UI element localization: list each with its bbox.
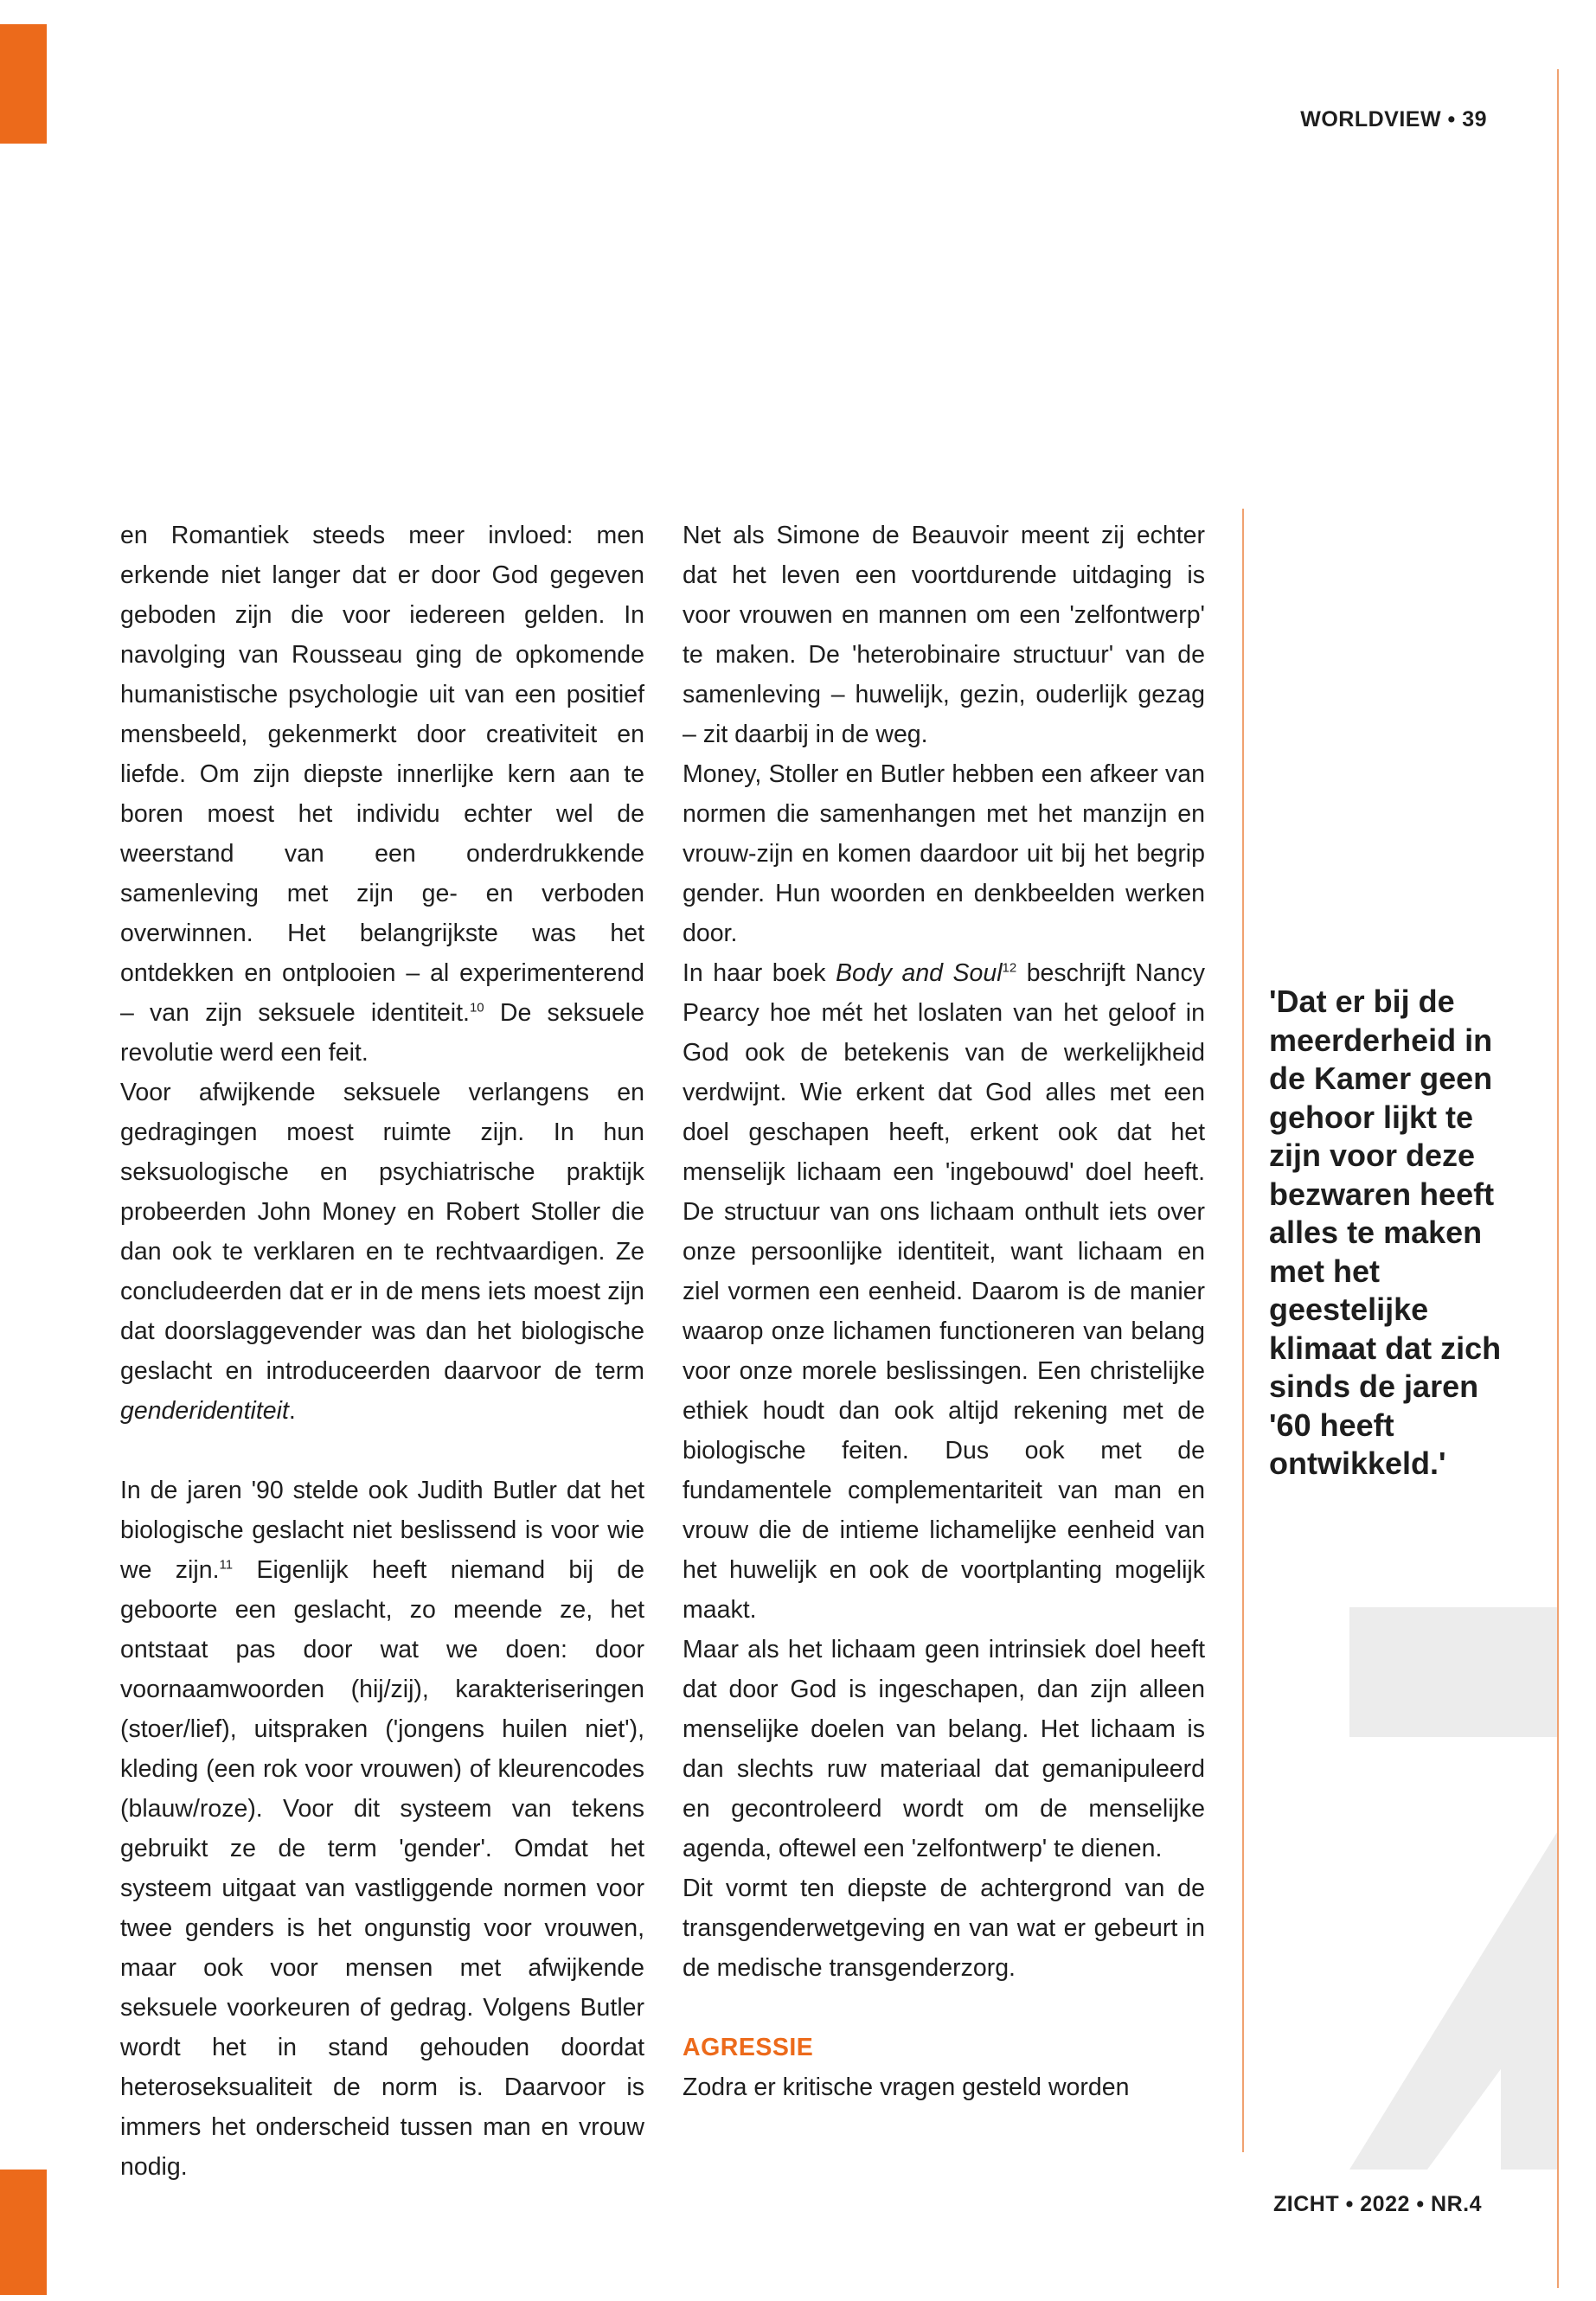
issue-number-graphic-stroke [1349, 1607, 1557, 1737]
footnote-ref: 12 [1002, 960, 1017, 976]
pullquote-rule [1242, 509, 1244, 2152]
footnote-ref: 11 [219, 1557, 234, 1573]
pull-quote: 'Dat er bij de meerderheid in de Kamer geen gehoor lijkt te zijn voor deze bezwaren heeft alles te maken met het geestelijke klimaat dat zich sinds de jaren '60 heeft ontwikkeld.' [1269, 984, 1502, 1481]
footnote-ref: 10 [469, 1000, 484, 1016]
orange-edge-tab-top [0, 24, 47, 144]
orange-edge-tab-bottom [0, 2170, 47, 2295]
text-column-left [120, 516, 644, 2187]
issue-number-graphic [1336, 1607, 1596, 2170]
paragraph: Voor afwijkende seksuele verlangens en gedragingen moest ruimte zijn. In hun seksuologische en psychiatrische praktijk probeerden John Money en Robert Stoller die dan ook te verklaren en te rechtvaardigen. Ze concludeerden dat er in de mens iets moest zijn dat doorslaggevender was dan het biologische geslacht en introduceerden daarvoor de term genderidentiteit. [120, 1079, 644, 1425]
paragraph: en Romantiek steeds meer invloed: men erkende niet langer dat er door God gegeven geboden zijn die voor iedereen gelden. In navolging van Rousseau ging de opkomende humanistische psychologie uit van een positief mensbeeld, gekenmerkt door creativiteit en liefde. Om zijn diepste innerlijke kern aan te boren moest het individu echter wel de weerstand van een onderdrukkende samenleving met zijn ge- en verboden overwinnen. Het belangrijkste was het ontdekken en ontplooien – al experimenterend – van zijn seksuele identiteit.$^{10}$ De seksuele revolutie werd een feit. [120, 522, 644, 1067]
running-header: WORLDVIEW • 39 [1300, 107, 1487, 131]
paragraph: Zodra er kritische vragen gesteld worden [683, 2073, 1130, 2101]
text-column-middle [683, 516, 1205, 2107]
paragraph: Maar als het lichaam geen intrinsiek doel heeft dat door God is ingeschapen, dan zijn alleen menselijke doelen van belang. Het lichaam is dan slechts ruw materiaal dat gemanipuleerd en gecontroleerd wordt om de menselijke agenda, oftewel een 'zelfontwerp' te dienen. [683, 1636, 1205, 1862]
paragraph: Dit vormt ten diepste de achtergrond van de transgenderwetgeving en van wat er gebeurt in de medische transgenderzorg. [683, 1875, 1205, 1982]
paragraph: Net als Simone de Beauvoir meent zij echter dat het leven een voortdurende uitdaging is voor vrouwen en mannen om een 'zelfontwerp' te maken. De 'heterobinaire structuur' van de samenleving – huwelijk, gezin, ouderlijk gezag – zit daarbij in de weg. [683, 522, 1205, 748]
paragraph: In haar boek Body and Soul$^{12}$ beschrijft Nancy Pearcy hoe mét het loslaten van het geloof in God ook de betekenis van de werkelijkheid verdwijnt. Wie erkent dat God alles met een doel geschapen heeft, erkent ook dat het menselijk lichaam een 'ingebouwd' doel heeft. De structuur van ons lichaam onthult iets over onze persoonlijke identiteit, want lichaam en ziel vormen een eenheid. Daarom is de manier waarop onze lichamen functioneren van belang voor onze morele beslissingen. Een christelijke ethiek houdt dan ook altijd rekening met de biologische feiten. Dus ook met de fundamentele complementariteit van man en vrouw die de intieme lichamelijke eenheid van het huwelijk en ook de voortplanting mogelijk maakt. [683, 959, 1205, 1624]
section-heading: AGRESSIE [683, 2034, 814, 2061]
paragraph: Money, Stoller en Butler hebben een afkeer van normen die samenhangen met het manzijn en vrouw-zijn en komen daardoor uit bij het begrip gender. Hun woorden en denkbeelden werken door. [683, 760, 1205, 947]
running-footer: ZICHT • 2022 • NR.4 [1273, 2192, 1482, 2216]
paragraph: In de jaren '90 stelde ook Judith Butler dat het biologische geslacht niet beslissend is voor wie we zijn.$^{11}$ Eigenlijk heeft niemand bij de geboorte een geslacht, zo meende ze, het ontstaat pas door wat we doen: door voornaamwoorden (hij/zij), karakteriseringen (stoer/lief), uitspraken ('jongens huilen niet'), kleding (een rok voor vrouwen) of kleurencodes (blauw/roze). Voor dit systeem van tekens gebruikt ze de term 'gender'. Omdat het systeem uitgaat van vastliggende normen voor twee genders is het ongunstig voor vrouwen, maar ook voor mensen met afwijkende seksuele voorkeuren of gedrag. Volgens Butler wordt het in stand gehouden doordat heteroseksualiteit de norm is. Daarvoor is immers het onderscheid tussen man en vrouw nodig. [120, 1477, 644, 2181]
issue-number-graphic-stroke [1501, 1971, 1557, 2170]
